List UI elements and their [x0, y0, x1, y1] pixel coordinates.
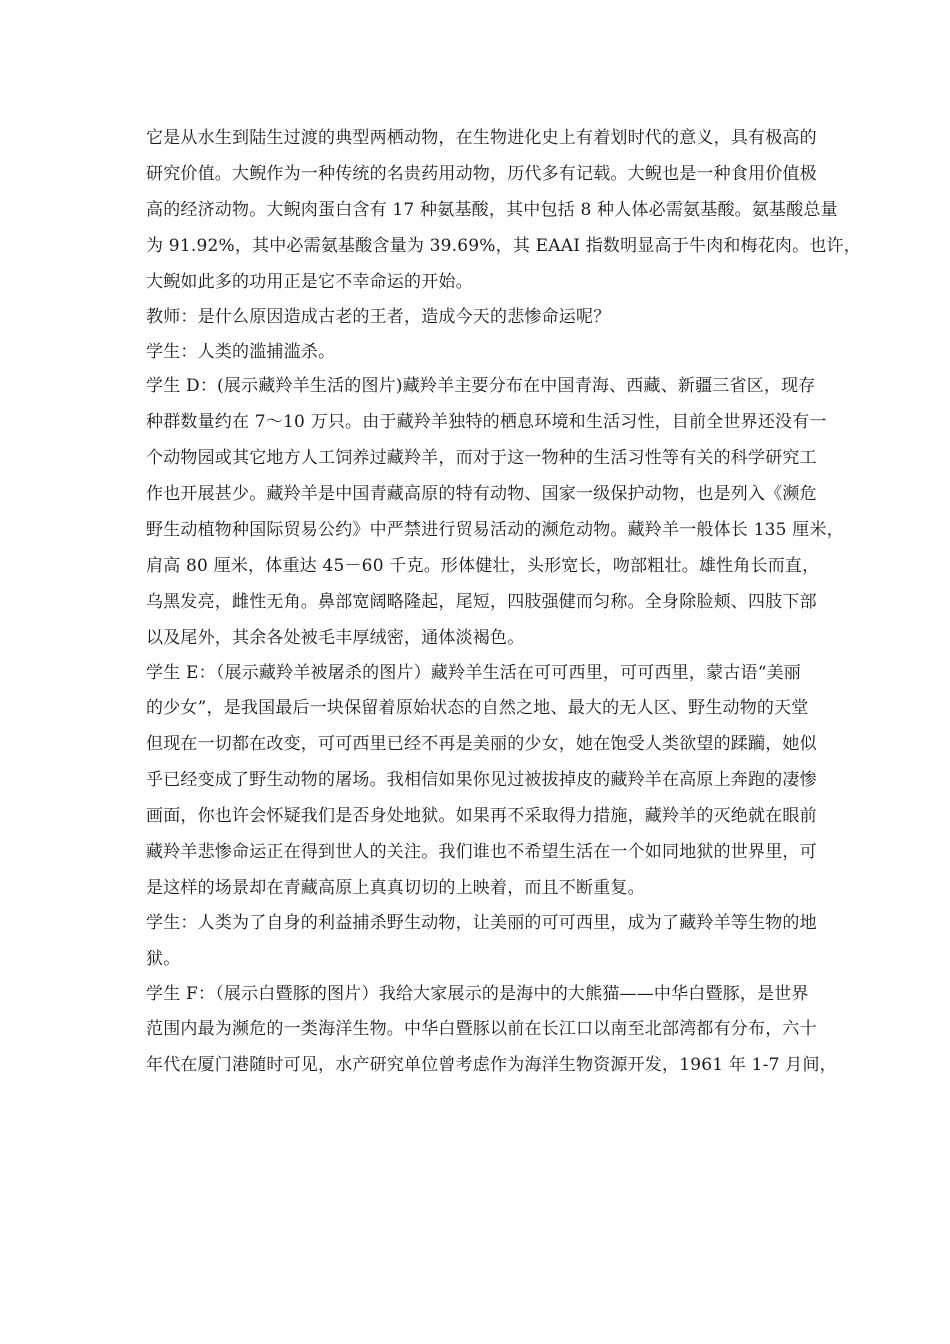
paragraph-student-d — [146, 369, 844, 656]
text-line: 乎已经变成了野生动物的屠场。我相信如果你见过被拔掉皮的藏羚羊在高原上奔跑的凄惨 — [146, 770, 817, 790]
text-line: 学生 D：(展示藏羚羊生活的图片)藏羚羊主要分布在中国青海、西藏、新疆三省区，现存 — [146, 376, 816, 396]
text-line: 为 91.92%，其中必需氨基酸含量为 39.69%，其 EAAI 指数明显高于牛肉和梅花肉。也许， — [146, 236, 861, 256]
text-line: 画面，你也许会怀疑我们是否身处地狱。如果再不采取得力措施，藏羚羊的灭绝就在眼前 — [146, 806, 817, 826]
text-line: 教师：是什么原因造成古老的王者，造成今天的悲惨命运呢？ — [146, 307, 611, 327]
text-line: 高的经济动物。大鲵肉蛋白含有 17 种氨基酸，其中包括 8 种人体必需氨基酸。氨基酸总量 — [146, 200, 838, 220]
paragraph-dani-value — [146, 120, 861, 300]
text-line: 它是从水生到陆生过渡的典型两栖动物，在生物进化史上有着划时代的意义，具有极高的 — [146, 128, 817, 148]
text-line: 大鲵如此多的功用正是它不幸命运的开始。 — [146, 272, 473, 292]
text-line: 狱。 — [146, 948, 181, 969]
text-line: 研究价值。大鲵作为一种传统的名贵药用动物，历代多有记载。大鲵也是一种食用价值极 — [146, 164, 817, 184]
paragraph-teacher-question — [146, 300, 806, 335]
paragraph-student-f — [146, 977, 837, 1084]
text-line: 学生：人类为了自身的利益捕杀野生动物，让美丽的可可西里，成为了藏羚羊等生物的地 — [146, 913, 817, 933]
paragraph-student-answer — [146, 335, 806, 370]
text-line: 以及尾外，其余各处被毛丰厚绒密，通体淡褐色。 — [146, 627, 525, 648]
text-line: 肩高 80 厘米，体重达 45－60 千克。形体健壮，头形宽长，吻部粗壮。雄性角长而直， — [146, 555, 820, 576]
text-line: 种群数量约在 7～10 万只。由于藏羚羊独特的栖息环境和生活习性，目前全世界还没有一 — [146, 411, 827, 432]
text-line: 野生动植物种国际贸易公约》中严禁进行贸易活动的濒危动物。藏羚羊一般体长 135 厘米， — [146, 519, 844, 540]
text-line: 学生 F：（展示白暨豚的图片）我给大家展示的是海中的大熊猫——中华白暨豚，是世界 — [146, 983, 809, 1004]
text-line: 作也开展甚少。藏羚羊是中国青藏高原的特有动物、国家一级保护动物，也是列入《濒危 — [146, 483, 817, 504]
text-line: 的少女”，是我国最后一块保留着原始状态的自然之地、最大的无人区、野生动物的天堂 — [146, 698, 809, 718]
text-line: 藏羚羊悲惨命运正在得到世人的关注。我们谁也不希望生活在一个如同地狱的世界里，可 — [146, 842, 817, 862]
text-line: 范围内最为濒危的一类海洋生物。中华白暨豚以前在长江口以南至北部湾都有分布，六十 — [146, 1019, 817, 1039]
text-line: 年代在厦门港随时可见，水产研究单位曾考虑作为海洋生物资源开发，1961 年 1-7 月间， — [146, 1055, 837, 1075]
text-line: 学生：人类的滥捕滥杀。 — [146, 341, 336, 362]
paragraph-student-conclusion — [146, 906, 817, 977]
paragraph-student-e — [146, 656, 817, 907]
text-line: 学生 E：（展示藏羚羊被屠杀的图片）藏羚羊生活在可可西里，可可西里，蒙古语“美丽 — [146, 662, 802, 683]
text-line: 是这样的场景却在青藏高原上真真切切的上映着，而且不断重复。 — [146, 878, 645, 898]
text-line: 但现在一切都在改变，可可西里已经不再是美丽的少女，她在饱受人类欲望的蹂躏，她似 — [146, 734, 817, 754]
document-body — [146, 120, 861, 1083]
text-line: 个动物园或其它地方人工饲养过藏羚羊，而对于这一物种的生活习性等有关的科学研究工 — [146, 447, 817, 468]
text-line: 乌黑发亮，雌性无角。鼻部宽阔略隆起，尾短，四肢强健而匀称。全身除脸颊、四肢下部 — [146, 591, 817, 612]
